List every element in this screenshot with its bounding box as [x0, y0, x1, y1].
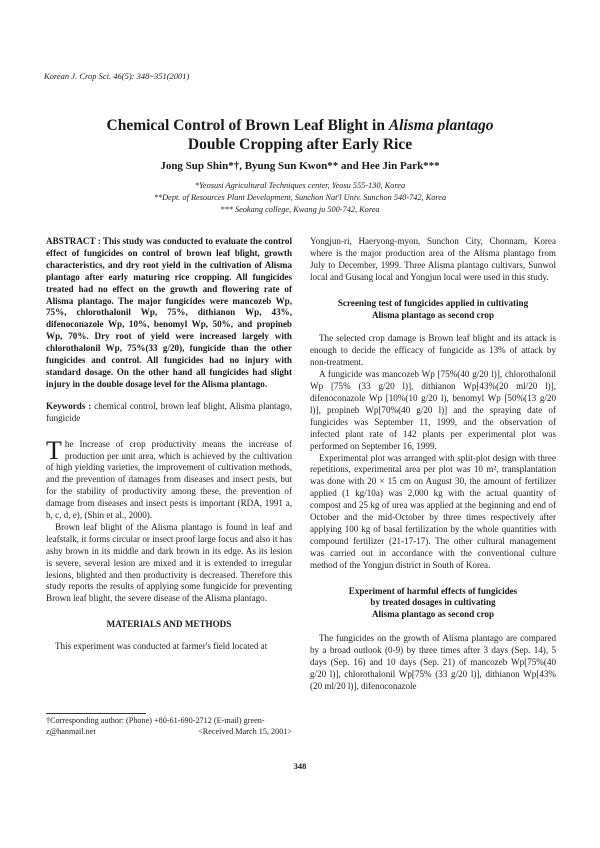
keywords: [46, 401, 292, 425]
intro-paragraph-2: Brown leaf blight of the Alisma plantago is found in leaf and leafstalk, it forms circular or insect proof large focus and also it has ashy brown in its middle and dark brown in its edge. As its lesion is severe, several lesion are mixed and it is extended to irregular lesions, blighted and then productivity is decreased. Therefore this study reports the results of applying some fungicide for preventing Brown leaf blight, the severe disease of the Alisma plantago.: [46, 521, 292, 604]
affiliations: [40, 180, 560, 216]
screening-paragraph-2: A fungicide was mancozeb Wp [75%(40 g/20 l)], chlorothalonil Wp [75% (33 g/20 l)], dithianon Wp[43%(20 ml/20 l)], difenoconazole Wp [10%(10 g/20 l), benomyl Wp [50%(13 g/20 l)], propineb Wp[70%(40 g/20 l)] and the spraying date of fungicides was September 11, 1999, and the observation of infected plant rate of 142 plants per experimental plot was performed on September 16, 1999.: [310, 369, 556, 451]
methods-paragraph-2: Yongjun-ri, Haeryong-myon, Sunchon City, Chonnam, Korea where is the major production area of the Alisma plantago from July to December, 1999. Three Alisma plantago cultivars, Sunwol local and Gusang local and Yongjun local were used in this study.: [310, 236, 556, 282]
methods-paragraph-1: This experiment was conducted at farmer's field located at: [55, 641, 268, 652]
abstract: ABSTRACT : This study was conducted to evaluate the control effect of fungicides on control of brown leaf blight, growth characteristics, and dry root yield in the cultivation of Alisma plantago after early maturing rice cropping. All fungicides treated had no effect on the growth and flowering rate of Alisma plantago. The major fungicides were mancozeb Wp, 75%, chlorothalonil Wp, 75%, dithianon Wp, 43%, difenoconazole Wp, 10%, benomyl Wp, 50%, and propineb Wp, 70%. Dry root of yield were increased largely with chlorothalonil Wp, 75%(33 g/20), fungicide than the other fungicides and control. All fungicides had no injury with standard dosage. On the other hand all fungicides had slight injury in the double dosage level for the Alisma plantago.: [46, 236, 292, 389]
section-heading-methods: MATERIALS AND METHODS: [106, 619, 232, 630]
screening-paragraph-1: The selected crop damage is Brown leaf blight and its attack is enough to decide the efficacy of fungicide as 13% of attack by non-treatment.: [310, 333, 556, 368]
drop-cap: T: [46, 435, 62, 465]
journal-citation: Korean J. Crop Sci. 46(5): 348~351(2001): [44, 71, 190, 81]
screening-paragraph-3: Experimental plot was arranged with split-plot design with three repetitions, experimental area per plot was 10 m², transplantation was done with 20 × 15 cm on August 30, the amount of fertilizer applied (1 kg/10a) was 2,000 kg with the actual quantity of compost and 25 kg of urea was applied at the beginning and end of October and the mid-October by three times respectively after applying 100 kg of basal fertilization by the whole quantities with compound fertilizer (21-17-17). The other cultural management was carried out in accordance with the conventional culture method of the Yongjun district in South of Korea.: [310, 452, 556, 570]
intro-paragraph-1: [46, 435, 292, 522]
affiliation-3: *** Seokang college, Kwang ju 500-742, Korea: [220, 205, 380, 214]
title-line1: Chemical Control of Brown Leaf Blight in: [106, 117, 389, 134]
harm-paragraph-1: The fungicides on the growth of Alisma plantago are compared by a broad outlook (0-9) by three times after 3 days (Sep. 14), 5 days (Sep. 16) and 10 days (Sep. 21) of mancozeb Wp[75%(40 g/20 l)], chlorothalonil Wp[75% (33 g/20 l)], dithianon Wp[43%(20 ml/20 l)], difenoconazole: [310, 633, 556, 691]
keywords-label: Keywords :: [46, 400, 92, 411]
subheading-harm-2: by treated dosages in cultivating: [370, 597, 496, 608]
corresponding-author: †Corresponding author: (Phone) +80-61-690-2712 (E-mail) green-z@hanmail.net: [46, 716, 265, 736]
affiliation-2: **Dept. of Resources Plant Development, Sunchon Nat'l Univ. Sunchon 540-742, Korea: [153, 193, 447, 202]
left-column: [46, 236, 292, 653]
paper-title: [40, 116, 560, 154]
footnote-separator: [46, 713, 146, 714]
affiliation-1: *Yeosusi Agricultural Techniques center, Yeosu 555-130, Korea: [194, 181, 406, 190]
title-line2: Double Cropping after Early Rice: [187, 136, 413, 153]
keywords-text: chemical control, brown leaf blight, Alisma plantago, fungicide: [46, 400, 292, 423]
intro-text-1: he Increase of crop productivity means the increase of production per unit area, which is achieved by the cultivation of high yielding varieties, the improvement of cultivation methods, and the prevention of damages from diseases and insect pests, but for the stability of productivity among these, the prevention of damage from diseases and insect pests is important (RDA, 1991 a, b, c, d, e), (Shin et al., 2000).: [46, 438, 292, 521]
subheading-screening-2: Alisma plantago as second crop: [371, 309, 495, 320]
right-column: [310, 236, 556, 693]
author-list: Jong Sup Shin*†, Byung Sun Kwon** and Hee Jin Park***: [160, 160, 440, 172]
subheading-screening-1: Screening test of fungicides applied in cultivating: [337, 297, 529, 308]
subheading-harm-1: Experiment of harmful effects of fungicides: [348, 585, 518, 596]
page-number: 348: [293, 761, 307, 771]
received-date: <Received March 15, 2001>: [198, 726, 292, 736]
title-line1-italic: Alisma plantago: [388, 117, 494, 134]
footnote: [46, 716, 292, 737]
subheading-harm-3: Alisma plantago as second crop: [371, 609, 495, 620]
